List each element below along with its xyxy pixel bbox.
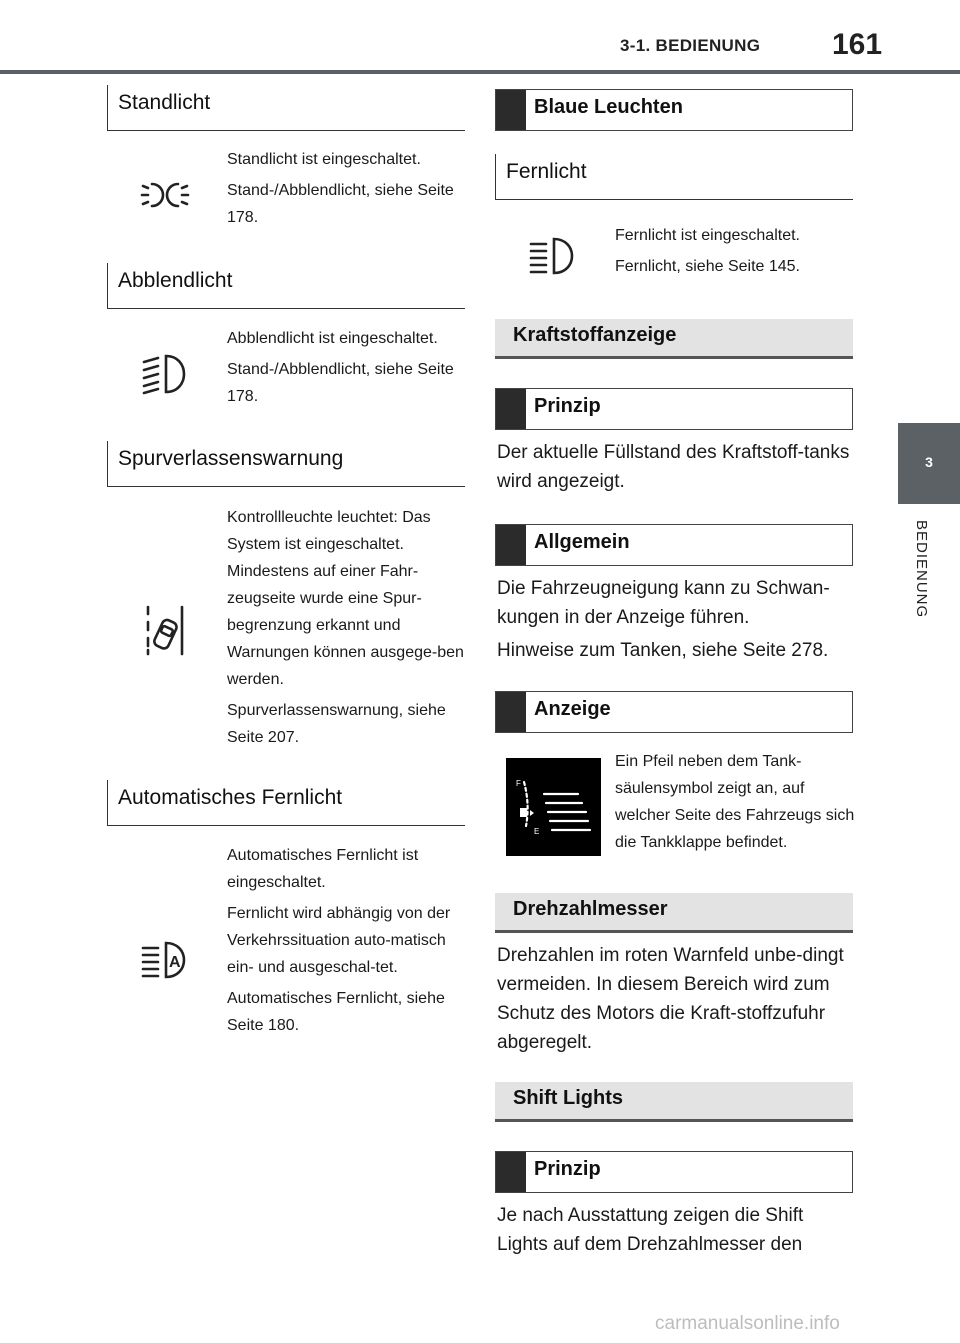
low-beam-icon bbox=[140, 352, 190, 396]
standlicht-line-1: Standlicht ist eingeschaltet. bbox=[227, 151, 421, 168]
heading-anzeige bbox=[495, 691, 853, 733]
drehzahl-text bbox=[497, 941, 853, 1061]
heading-shift-lights bbox=[495, 1082, 853, 1122]
kraftstoffanzeige-label: Kraftstoffanzeige bbox=[513, 324, 677, 346]
allgemein-text bbox=[497, 574, 853, 669]
fernlicht-line-1: Fernlicht ist eingeschaltet. bbox=[615, 227, 800, 244]
heading-prinzip-1 bbox=[495, 388, 853, 430]
abblendlicht-line-2: Stand-/Abblendlicht, siehe Seite 178. bbox=[227, 361, 454, 405]
prinzip-1-text bbox=[497, 438, 853, 500]
auto-line-3: Automatisches Fernlicht, siehe Seite 180. bbox=[227, 990, 445, 1034]
heading-drehzahlmesser bbox=[495, 893, 853, 933]
prinzip-2-paragraph: Je nach Ausstattung zeigen die Shift Lights auf dem Drehzahlmesser den bbox=[497, 1205, 804, 1255]
anzeige-description bbox=[615, 748, 855, 860]
drehzahlmesser-label: Drehzahlmesser bbox=[513, 898, 668, 920]
heading-kraftstoffanzeige bbox=[495, 319, 853, 359]
prinzip-1-paragraph: Der aktuelle Füllstand des Kraftstoff-tanks wird angezeigt. bbox=[497, 442, 850, 492]
anzeige-label: Anzeige bbox=[534, 698, 611, 720]
parking-light-icon bbox=[140, 180, 190, 210]
chapter-title: 3-1. BEDIENUNG bbox=[620, 36, 761, 55]
allgemein-paragraph-2: Hinweise zum Tanken, siehe Seite 278. bbox=[497, 640, 829, 661]
spur-line-1: Kontrollleuchte leuchtet: Das System ist eingeschaltet. Mindestens auf einer Fahr-zeugseite wurde eine Spur-begrenzung erkannt und Warnungen können ausgege-ben werden. bbox=[227, 509, 464, 688]
blaue-leuchten-label: Blaue Leuchten bbox=[534, 96, 683, 118]
section-abblendlicht: Abblendlicht bbox=[107, 263, 465, 309]
heading-prinzip-2 bbox=[495, 1151, 853, 1193]
fuel-full-label: F bbox=[516, 779, 521, 788]
fernlicht-description bbox=[615, 222, 855, 284]
chapter-tab-label: BEDIENUNG bbox=[913, 520, 930, 619]
allgemein-label: Allgemein bbox=[534, 531, 630, 553]
fuel-gauge-image bbox=[506, 758, 601, 856]
chapter-tab-number: 3 bbox=[925, 454, 933, 470]
spur-description bbox=[227, 504, 467, 755]
section-spurverlassenswarnung: Spurverlassenswarnung bbox=[107, 441, 465, 487]
heading-blaue-leuchten bbox=[495, 89, 853, 131]
abblendlicht-description bbox=[227, 325, 467, 414]
standlicht-description bbox=[227, 146, 467, 235]
fernlicht-line-2: Fernlicht, siehe Seite 145. bbox=[615, 258, 800, 275]
watermark[interactable]: carmanualsonline.info bbox=[655, 1313, 840, 1334]
lane-departure-icon bbox=[144, 604, 186, 656]
prinzip-1-label: Prinzip bbox=[534, 395, 601, 417]
allgemein-paragraph-1: Die Fahrzeugneigung kann zu Schwan-kungen in der Anzeige führen. bbox=[497, 578, 830, 628]
auto-description bbox=[227, 842, 467, 1043]
auto-line-1: Automatisches Fernlicht ist eingeschaltet. bbox=[227, 847, 419, 891]
page-number: 161 bbox=[832, 28, 883, 61]
header-rule bbox=[0, 70, 960, 74]
auto-line-2: Fernlicht wird abhängig von der Verkehrssituation auto-matisch ein- und ausgeschal-tet. bbox=[227, 905, 451, 976]
standlicht-line-2: Stand-/Abblendlicht, siehe Seite 178. bbox=[227, 182, 454, 226]
high-beam-icon bbox=[528, 236, 578, 276]
prinzip-2-label: Prinzip bbox=[534, 1158, 601, 1180]
abblendlicht-line-1: Abblendlicht ist eingeschaltet. bbox=[227, 330, 438, 347]
auto-high-beam-icon bbox=[140, 940, 190, 980]
section-fernlicht: Fernlicht bbox=[495, 154, 853, 200]
drehzahl-paragraph: Drehzahlen im roten Warnfeld unbe-dingt vermeiden. In diesem Bereich wird zum Schutz des Motors die Kraft-stoffzufuhr abgeregelt. bbox=[497, 945, 844, 1053]
prinzip-2-text bbox=[497, 1201, 853, 1263]
fuel-empty-label: E bbox=[534, 827, 540, 836]
section-automatisches-fernlicht: Automatisches Fernlicht bbox=[107, 780, 465, 826]
shift-lights-label: Shift Lights bbox=[513, 1087, 623, 1109]
section-standlicht: Standlicht bbox=[107, 85, 465, 131]
spur-line-2: Spurverlassenswarnung, siehe Seite 207. bbox=[227, 702, 446, 746]
anzeige-paragraph: Ein Pfeil neben dem Tank-säulensymbol zeigt an, auf welcher Seite des Fahrzeugs sich die Tankklappe befindet. bbox=[615, 753, 855, 851]
svg-text:A: A bbox=[169, 954, 181, 971]
heading-allgemein bbox=[495, 524, 853, 566]
